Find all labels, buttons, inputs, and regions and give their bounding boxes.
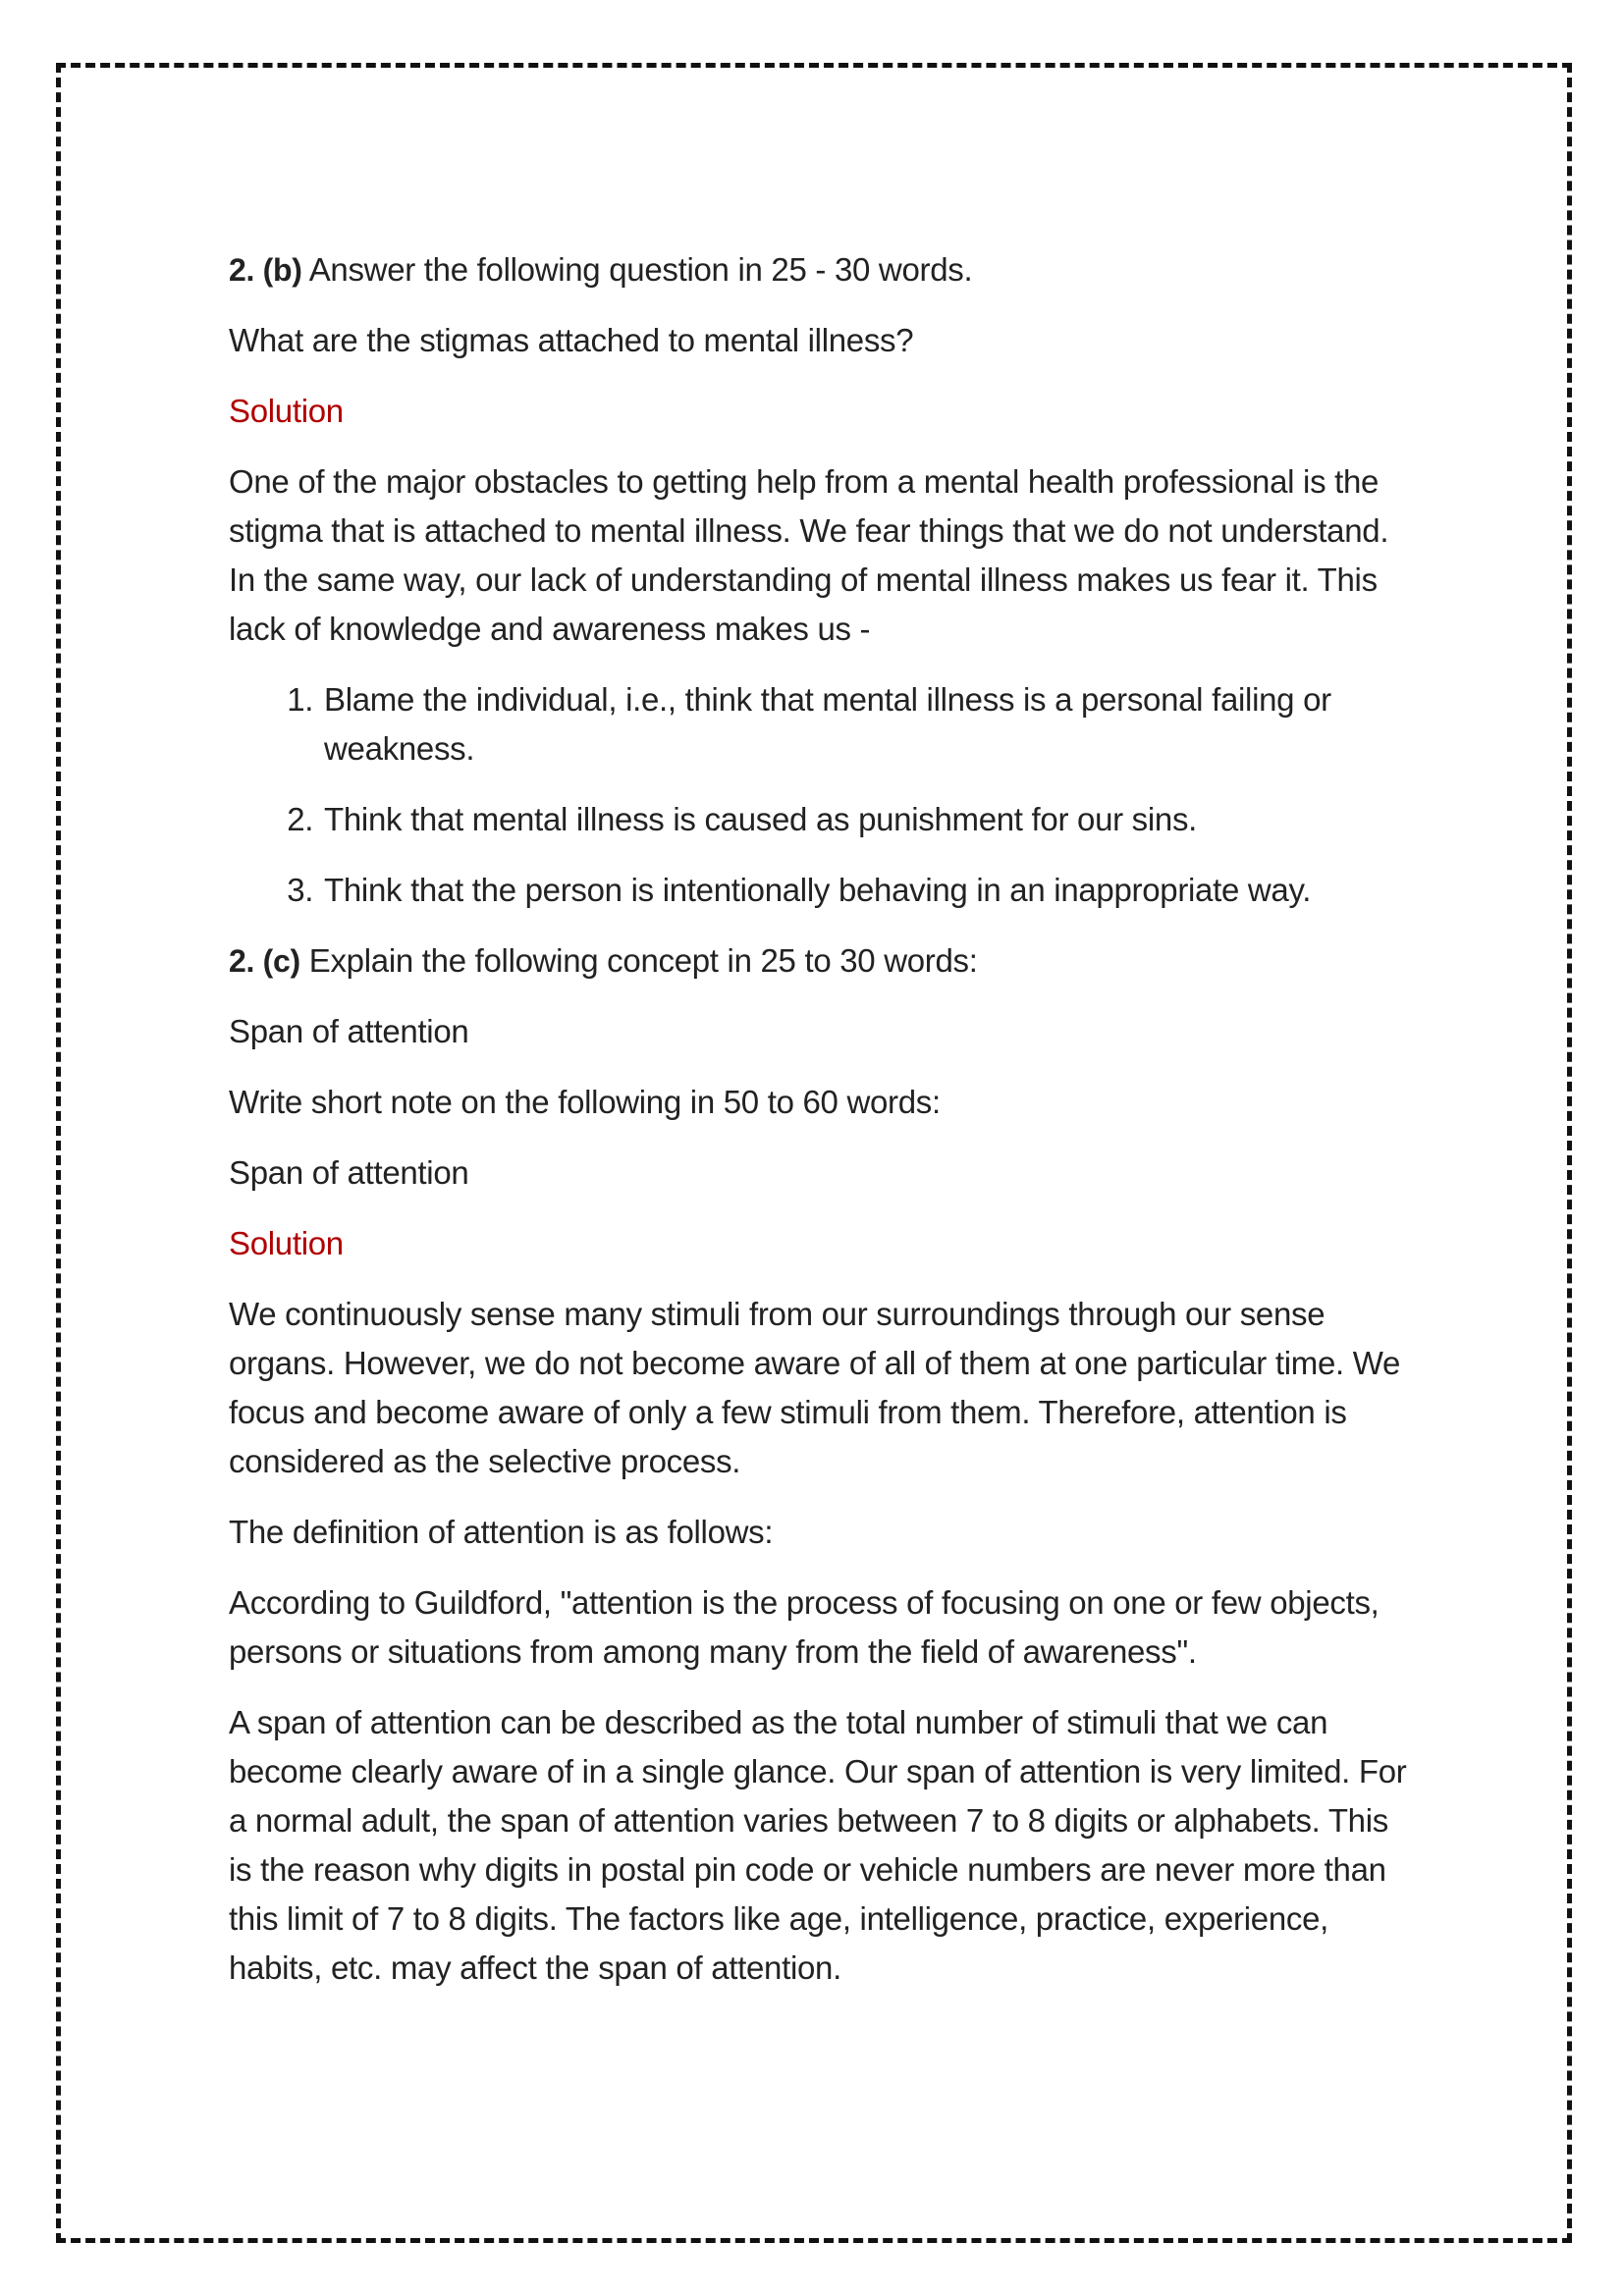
question-instruction: Answer the following question in 25 - 30 words. <box>308 251 973 288</box>
question-number: 2. (b) <box>229 252 302 288</box>
solution-label: Solution <box>229 1225 344 1261</box>
list-item: 1. Blame the individual, i.e., think that mental illness is a personal failing or weakness. <box>322 675 1407 774</box>
alternate-concept-text: Span of attention <box>229 1154 469 1191</box>
question-instruction: Explain the following concept in 25 to 30 words: <box>308 942 978 979</box>
list-item: 3. Think that the person is intentionally behaving in an inappropriate way. <box>322 866 1407 915</box>
document-content <box>229 245 1407 2014</box>
answer-paragraph: According to Guildford, "attention is the process of focusing on one or few objects, persons or situations from among many from the field of awareness". <box>229 1584 1380 1670</box>
concept-text: Span of attention <box>229 1013 469 1049</box>
answer-paragraph: A span of attention can be described as the total number of stimuli that we can become clearly aware of in a single glance. Our span of attention is very limited. For a normal adult, the span of attention varies between 7 to 8 digits or alphabets. This is the reason why digits in postal pin code or vehicle numbers are never more than this limit of 7 to 8 digits. The factors like age, intelligence, practice, experience, habits, etc. may affect the span of attention. <box>229 1704 1407 1986</box>
question-2b-heading <box>229 245 1407 294</box>
question-text: What are the stigmas attached to mental illness? <box>229 322 914 358</box>
answer-paragraph: The definition of attention is as follows: <box>229 1514 774 1550</box>
solution-label: Solution <box>229 393 344 429</box>
list-item: 2. Think that mental illness is caused as punishment for our sins. <box>322 795 1407 844</box>
answer-paragraph: We continuously sense many stimuli from our surroundings through our sense organs. However, we do not become aware of all of them at one particular time. We focus and become aware of only a few stimuli from them. Therefore, attention is considered as the selective process. <box>229 1296 1401 1479</box>
answer-paragraph: One of the major obstacles to getting help from a mental health professional is the stigma that is attached to mental illness. We fear things that we do not understand. In the same way, our lack of understanding of mental illness makes us fear it. This lack of knowledge and awareness makes us - <box>229 463 1389 647</box>
question-number: 2. (c) <box>229 943 300 979</box>
question-2c-heading <box>229 936 1407 986</box>
stigma-list <box>229 675 1407 915</box>
alternate-instruction: Write short note on the following in 50 to 60 words: <box>229 1084 941 1120</box>
